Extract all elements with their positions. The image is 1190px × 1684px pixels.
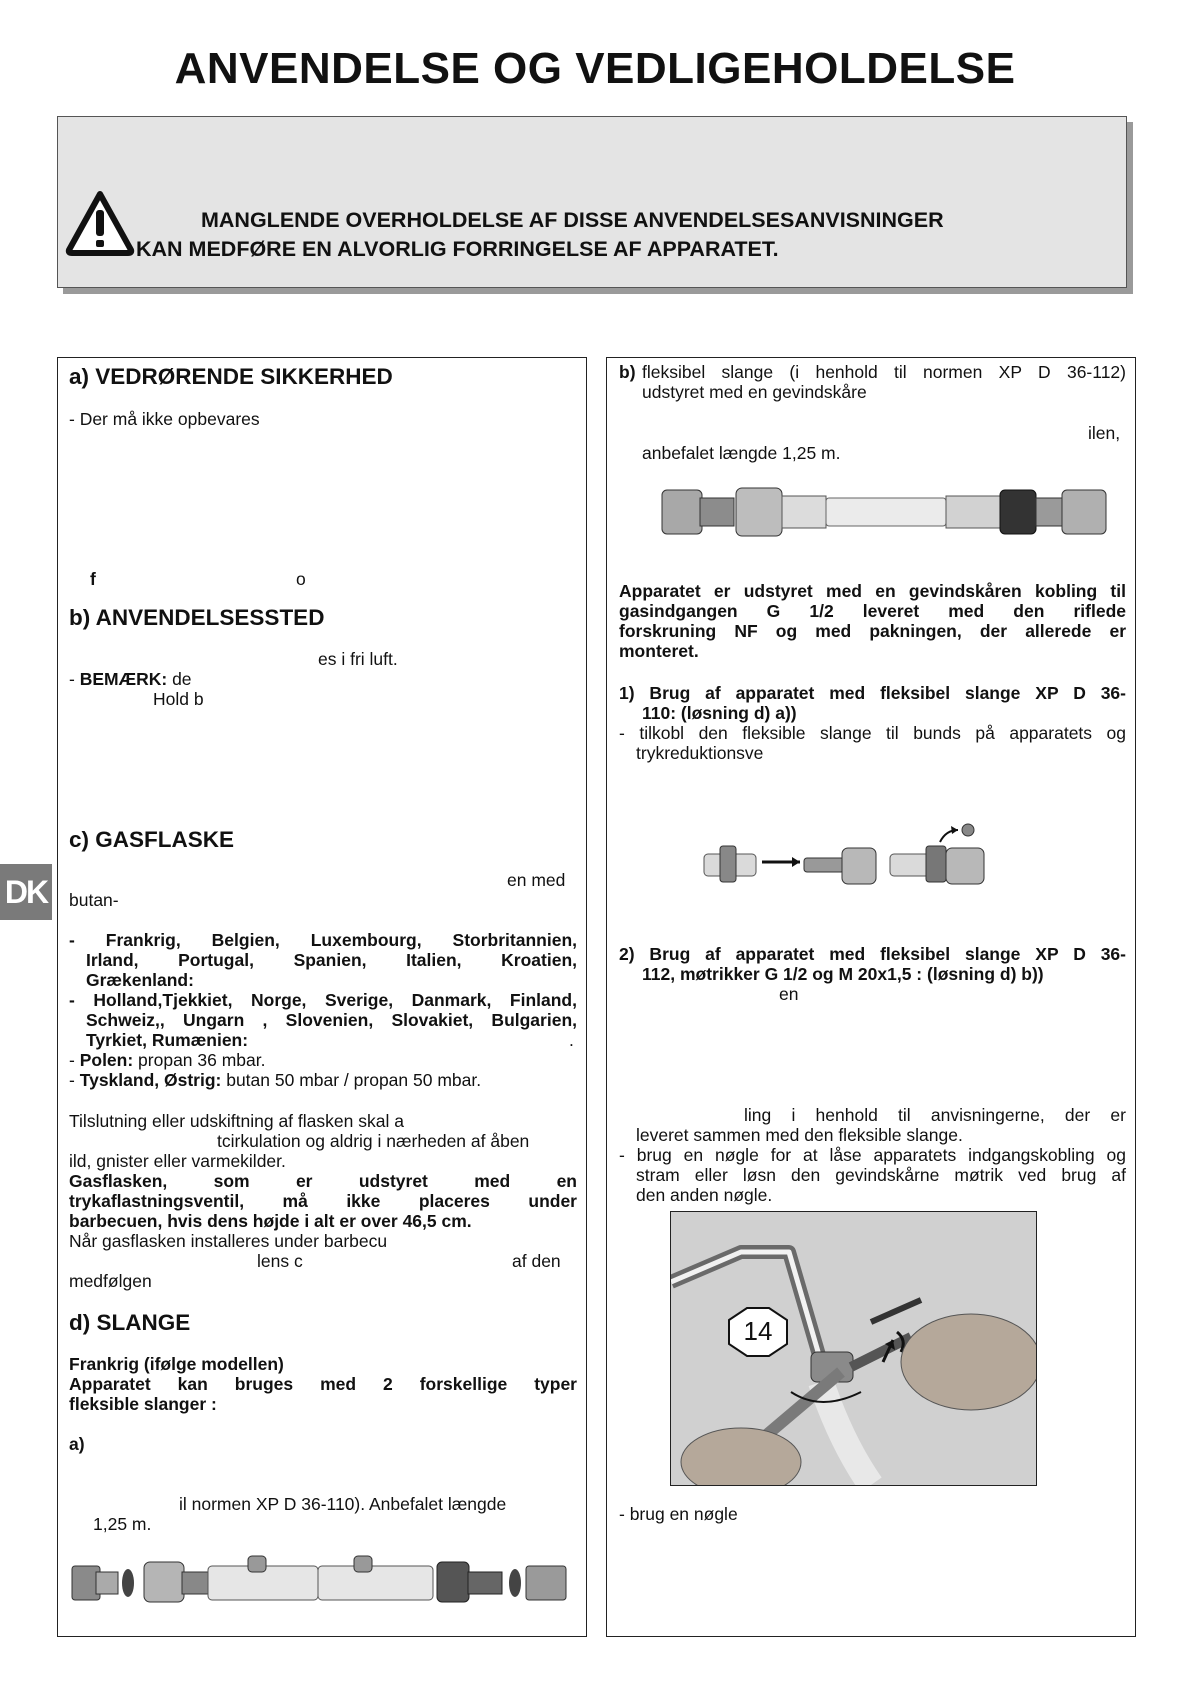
gasflask-warning-line2: trykaflastningsventil, må ikke placeres under — [69, 1191, 577, 1211]
photo-step-number: 14 — [743, 1316, 773, 1346]
gasflask-warning-line1: Gasflasken, som er udstyret med en — [69, 1171, 577, 1191]
countries-list-2-dot: . — [569, 1030, 574, 1050]
wrench-photo-drawing — [671, 1212, 1036, 1485]
step-2-bullet-line2: stram eller løsn den gevindskårne møtrik ved brug af — [636, 1165, 1126, 1185]
hose-clamp-illustration — [700, 820, 1000, 900]
section-a-fragment-o: o — [296, 569, 306, 589]
step-2-text-line1: ling i henhold til anvisningerne, der er — [744, 1105, 1126, 1125]
step-2-bullet-line1: - brug en nøgle for at låse apparatets indgangskobling og — [619, 1145, 1126, 1165]
step-1-bullet-line1: - tilkobl den fleksible slange til bunds på apparatets og — [619, 723, 1126, 743]
coupling-info-line3: forskruning NF og med pakningen, der allerede er — [619, 621, 1126, 641]
section-c-p2-line2: tcirkulation og aldrig i nærheden af åben — [217, 1131, 530, 1151]
section-d-a-line1: il normen XP D 36-110). Anbefalet længde — [179, 1494, 507, 1514]
coupling-info-line1: Apparatet er udstyret med en gevindskåren kobling til — [619, 581, 1126, 601]
hose-xpd36110-illustration — [70, 1552, 575, 1612]
section-b-hose-line4: anbefalet længde 1,25 m. — [642, 443, 841, 463]
section-b-note: - BEMÆRK: de — [69, 669, 192, 689]
section-b-hose-label: b) — [619, 362, 636, 382]
section-d-a-line2: 1,25 m. — [93, 1514, 152, 1534]
section-c-p2-line3: ild, gnister eller varmekilder. — [69, 1151, 286, 1171]
section-c-p2-line1: Tilslutning eller udskiftning af flasken skal a — [69, 1111, 404, 1131]
section-d-france: Frankrig (ifølge modellen) — [69, 1354, 284, 1374]
section-b-text: es i fri luft. — [318, 649, 398, 669]
polen-text: propan 36 mbar. — [133, 1050, 266, 1070]
tyskland-line: - Tyskland, Østrig: butan 50 mbar / propan 50 mbar. — [69, 1070, 482, 1090]
section-b-hose-line1: fleksibel slange (i henhold til normen XP D 36-112) — [642, 362, 1126, 382]
step-1-heading-line1: 1) Brug af apparatet med fleksibel slange XP D 36- — [619, 683, 1126, 703]
coupling-info-line2: gasindgangen G 1/2 leveret med den riflede — [619, 601, 1126, 621]
section-c-p3-line1: Når gasflasken installeres under barbecu — [69, 1231, 388, 1251]
step-2-heading-line3: en — [779, 984, 799, 1004]
countries-list-1-line3: Grækenland: — [86, 970, 194, 990]
section-b-note-label: BEMÆRK: — [79, 669, 168, 689]
page-title: ANVENDELSE OG VEDLIGEHOLDELSE — [174, 44, 1016, 93]
section-a-heading: a) VEDRØRENDE SIKKERHED — [69, 364, 393, 389]
step-2-heading-line1: 2) Brug af apparatet med fleksibel slange XP D 36- — [619, 944, 1126, 964]
tyskland-label: Tyskland, Østrig: — [79, 1070, 222, 1090]
countries-list-1-line1: - Frankrig, Belgien, Luxembourg, Storbritannien, — [69, 930, 577, 950]
countries-list-1-line2: Irland, Portugal, Spanien, Italien, Kroatien, — [86, 950, 577, 970]
polen-line: - Polen: propan 36 mbar. — [69, 1050, 266, 1070]
step-2-text-line2: leveret sammen med den fleksible slange. — [636, 1125, 963, 1145]
step-1-heading-line2: 110: (løsning d) a)) — [642, 703, 797, 723]
section-c-p3-line3: medfølgen — [69, 1271, 152, 1291]
countries-list-2-line1: - Holland,Tjekkiet, Norge, Sverige, Danmark, Finland, — [69, 990, 577, 1010]
section-d-a-label: a) — [69, 1434, 85, 1454]
section-b-hose-line3: ilen, — [1088, 423, 1121, 443]
gasflask-warning-line3: barbecuen, hvis dens højde i alt er over 46,5 cm. — [69, 1211, 472, 1231]
coupling-info-line4: monteret. — [619, 641, 699, 661]
section-c-text-2: butan- — [69, 890, 119, 910]
step-2-heading-line2: 112, møtrikker G 1/2 og M 20x1,5 : (løsning d) b)) — [642, 964, 1044, 984]
section-c-heading: c) GASFLASKE — [69, 827, 235, 852]
section-d-intro-line1: Apparatet kan bruges med 2 forskellige typer — [69, 1374, 577, 1394]
hose-xpd36112-illustration — [660, 484, 1120, 542]
section-b-note-text: de — [167, 669, 192, 689]
section-b-note-line2: Hold b — [153, 689, 204, 709]
section-b-heading: b) ANVENDELSESSTED — [69, 605, 325, 630]
warning-triangle-icon — [65, 190, 135, 256]
section-b-hose-line2: udstyret med en gevindskåre — [642, 382, 867, 402]
section-a-text: - Der må ikke opbevares — [69, 409, 260, 429]
section-c-text: en med — [507, 870, 566, 890]
countries-list-2-line2: Schweiz,, Ungarn , Slovenien, Slovakiet, Bulgarien, — [86, 1010, 577, 1030]
countries-list-2-line3: Tyrkiet, Rumænien: — [86, 1030, 249, 1050]
step-1-bullet-line2: trykreduktionsve — [636, 743, 764, 763]
last-bullet: - brug en nøgle — [619, 1504, 738, 1524]
step-2-bullet-line3: den anden nøgle. — [636, 1185, 773, 1205]
section-c-p3-line2a: lens c — [257, 1251, 303, 1271]
section-d-heading: d) SLANGE — [69, 1310, 191, 1335]
wrench-photo — [670, 1211, 1037, 1486]
section-a-fragment-f: f — [90, 569, 96, 589]
polen-label: Polen: — [79, 1050, 134, 1070]
section-d-intro-line2: fleksible slanger : — [69, 1394, 217, 1414]
warning-line-2: KAN MEDFØRE EN ALVORLIG FORRINGELSE AF APPARATET. — [136, 237, 779, 261]
tyskland-text: butan 50 mbar / propan 50 mbar. — [221, 1070, 482, 1090]
warning-line-1: MANGLENDE OVERHOLDELSE AF DISSE ANVENDELSESANVISNINGER — [201, 208, 944, 232]
language-tab-dk: DK — [0, 864, 52, 920]
section-c-p3-line2b: af den — [512, 1251, 561, 1271]
